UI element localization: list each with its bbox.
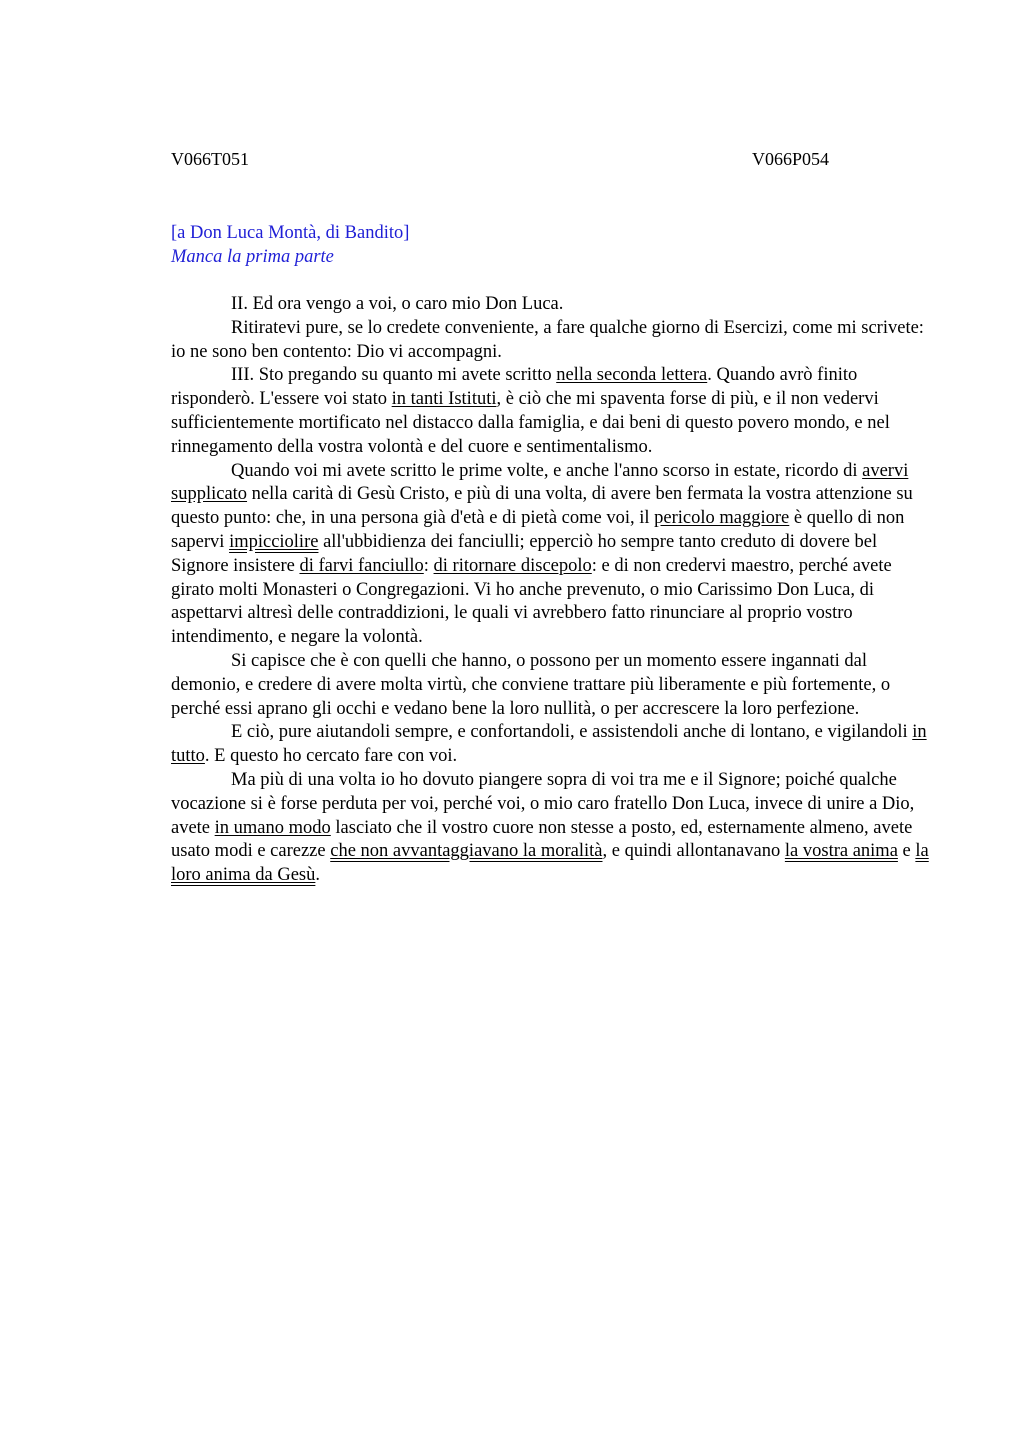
paragraph: Ma più di una volta io ho dovuto piangere sopra di voi tra me e il Signore; poiché qualche vocazione si è forse perduta per voi, perché voi, o mio caro fratello Don Luca, invece di unire a Dio, avete in umano modo lasciato che il vostro cuore non stesse a posto, ed, esternamente almeno, avete usato modi e carezze che non avvantaggiavano la moralità, e quindi allontanavano la vostra anima e la loro anima da Gesù. [171, 769, 929, 886]
paragraph: III. Sto pregando su quanto mi avete scritto nella seconda lettera. Quando avrò finito risponderò. L'essere voi stato in tanti Istituti, è ciò che mi spaventa forse di più, e il non vedervi sufficientemente mortificato nel distacco dalla famiglia, e dai beni di questo povero mondo, e nel rinnegamento della vostra volontà e del cuore e sentimentalismo. [171, 365, 890, 457]
underlined-phrase: di farvi fanciullo [299, 555, 424, 576]
missing-part-note: Manca la prima parte [171, 247, 334, 267]
underlined-phrase: nella seconda lettera [556, 365, 708, 386]
double-underlined-phrase: impicciolire [229, 531, 319, 552]
underlined-phrase: in tutto [171, 722, 927, 767]
paragraph: E ciò, pure aiutandoli sempre, e confortandoli, e assistendoli anche di lontano, e vigilandoli in tutto. E questo ho cercato fare con voi. [171, 722, 927, 767]
double-underlined-phrase: la loro anima da Gesù [171, 841, 929, 886]
letter-page [171, 145, 931, 888]
underlined-phrase: avervi supplicato [171, 460, 909, 505]
underlined-phrase: in umano modo [214, 817, 331, 838]
underlined-phrase: di ritornare discepolo [433, 555, 592, 576]
double-underlined-phrase: che non avvantaggiavano la moralità [330, 841, 603, 862]
letter-body [171, 293, 931, 888]
recipient-line: [a Don Luca Montà, di Bandito] [171, 223, 410, 243]
paragraph: Si capisce che è con quelli che hanno, o possono per un momento essere ingannati dal demonio, e credere di avere molta virtù, che conviene trattare più liberamente e più fortemente, o perché essi aprano gli occhi e vedano bene la loro nullità, o per accrescere la loro perfezione. [171, 650, 891, 719]
paragraph: II. Ed ora vengo a voi, o caro mio Don Luca. [231, 294, 564, 314]
document-code-right: V066P054 [752, 149, 830, 169]
document-code-left: V066T051 [171, 149, 249, 169]
underlined-phrase: in tanti Istituti [391, 389, 497, 410]
double-underlined-phrase: la vostra anima [784, 841, 898, 862]
paragraph: Ritiratevi pure, se lo credete conveniente, a fare qualche giorno di Esercizi, come mi scrivete: io ne sono ben contento: Dio vi accompagni. [171, 317, 924, 362]
paragraph: Quando voi mi avete scritto le prime volte, e anche l'anno scorso in estate, ricordo di avervi supplicato nella carità di Gesù Cristo, e più di una volta, di avere ben fermata la vostra attenzione su questo punto: che, in una persona già d'età e di pietà come voi, il pericolo maggiore è quello di non sapervi impicciolire all'ubbidienza dei fanciulli; epperciò ho sempre tanto creduto di dovere bel Signore insistere di farvi fanciullo: di ritornare discepolo: e di non credervi maestro, perché avete girato molti Monasteri o Congregazioni. Vi ho anche prevenuto, o mio Carissimo Don Luca, di aspettarvi altresì delle contraddizioni, le quali vi avrebbero fatto rinunciare al proprio vostro intendimento, e negare la volontà. [171, 460, 913, 648]
underlined-phrase: pericolo maggiore [654, 508, 790, 529]
header-row [171, 145, 931, 173]
